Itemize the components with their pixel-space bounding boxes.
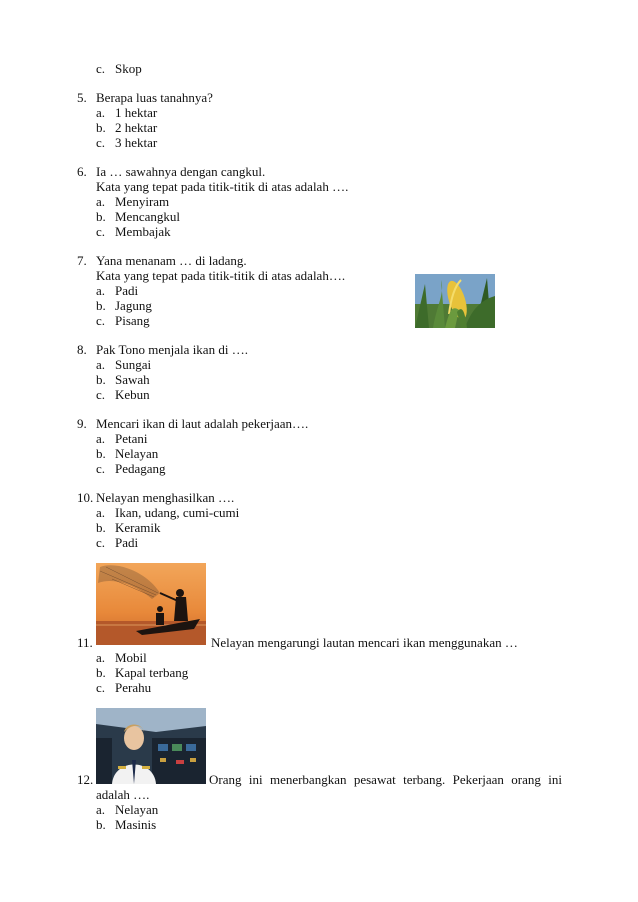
q4-option-c-text: Skop — [115, 61, 142, 76]
question-11-option-c: Perahu — [115, 680, 152, 695]
question-12-text-continued: adalah …. — [96, 787, 150, 802]
question-11-option-a: Mobil — [115, 650, 147, 665]
question-6-number: 6. — [77, 164, 87, 179]
question-8-number: 8. — [77, 342, 87, 357]
q4-option-c-letter: c. — [96, 61, 106, 76]
question-10-option-b-letter: b. — [96, 520, 106, 535]
q12-word: terbang. — [403, 772, 446, 787]
question-7-instruction: Kata yang tepat pada titik-titik di atas adalah…. — [96, 268, 346, 283]
question-9-number: 9. — [77, 416, 87, 431]
question-8-option-b: Sawah — [115, 372, 150, 387]
question-7-text: Yana menanam … di ladang. — [96, 253, 247, 268]
question-8-option-c-letter: c. — [96, 387, 106, 402]
question-5-option-b-letter: b. — [96, 120, 106, 135]
question-12-number: 12. — [77, 772, 94, 787]
question-5-option-a-letter: a. — [96, 105, 106, 120]
question-10-number: 10. — [77, 490, 94, 505]
question-9-option-c-letter: c. — [96, 461, 106, 476]
question-8-text: Pak Tono menjala ikan di …. — [96, 342, 248, 357]
question-6-instruction: Kata yang tepat pada titik-titik di atas adalah …. — [96, 179, 349, 194]
question-11-text: Nelayan mengarungi lautan mencari ikan menggunakan … — [211, 635, 518, 650]
question-5-option-a: 1 hektar — [115, 105, 158, 120]
question-6-option-a-letter: a. — [96, 194, 106, 209]
question-12-option-b: Masinis — [115, 817, 157, 832]
question-11-option-c-letter: c. — [96, 680, 106, 695]
question-6-option-b: Mencangkul — [115, 209, 180, 224]
question-10-option-c: Padi — [115, 535, 139, 550]
q12-word: ini — [548, 772, 562, 787]
question-12-option-a-letter: a. — [96, 802, 106, 817]
q12-word: Orang — [209, 772, 242, 787]
question-6-option-c-letter: c. — [96, 224, 106, 239]
question-11-option-a-letter: a. — [96, 650, 106, 665]
question-6-option-a: Menyiram — [115, 194, 170, 209]
question-5-text: Berapa luas tanahnya? — [96, 90, 213, 105]
question-10-option-a-letter: a. — [96, 505, 106, 520]
q12-word: pesawat — [353, 772, 396, 787]
question-6-option-b-letter: b. — [96, 209, 106, 224]
q12-word: orang — [511, 772, 541, 787]
question-8-option-a-letter: a. — [96, 357, 106, 372]
question-8-option-b-letter: b. — [96, 372, 106, 387]
question-11-number: 11. — [77, 635, 93, 650]
q12-word: menerbangkan — [269, 772, 347, 787]
question-6-option-c: Membajak — [115, 224, 171, 239]
question-8-option-c: Kebun — [115, 387, 150, 402]
question-12-option-a: Nelayan — [115, 802, 159, 817]
question-10-option-a: Ikan, udang, cumi-cumi — [115, 505, 240, 520]
question-9-option-b-letter: b. — [96, 446, 106, 461]
question-9-option-a-letter: a. — [96, 431, 106, 446]
question-5-number: 5. — [77, 90, 87, 105]
corn-image — [415, 274, 495, 328]
question-5-option-c-letter: c. — [96, 135, 106, 150]
q12-word: Pekerjaan — [452, 772, 504, 787]
question-9-text: Mencari ikan di laut adalah pekerjaan…. — [96, 416, 309, 431]
question-7-option-a: Padi — [115, 283, 139, 298]
question-9-option-a: Petani — [115, 431, 148, 446]
question-5-option-b: 2 hektar — [115, 120, 158, 135]
question-11-option-b-letter: b. — [96, 665, 106, 680]
question-7-option-b-letter: b. — [96, 298, 106, 313]
question-10-option-b: Keramik — [115, 520, 161, 535]
question-12-option-b-letter: b. — [96, 817, 106, 832]
question-8-option-a: Sungai — [115, 357, 152, 372]
question-9-option-c: Pedagang — [115, 461, 166, 476]
question-10-option-c-letter: c. — [96, 535, 106, 550]
question-9-option-b: Nelayan — [115, 446, 159, 461]
question-7-option-c: Pisang — [115, 313, 150, 328]
fisherman-boat-image — [96, 563, 206, 645]
question-7-option-c-letter: c. — [96, 313, 106, 328]
question-7-option-a-letter: a. — [96, 283, 106, 298]
question-12-text — [209, 772, 562, 787]
pilot-cockpit-image — [96, 708, 206, 784]
question-11-option-b: Kapal terbang — [115, 665, 189, 680]
question-6-text: Ia … sawahnya dengan cangkul. — [96, 164, 266, 179]
q12-word: ini — [248, 772, 263, 787]
question-5-option-c: 3 hektar — [115, 135, 158, 150]
question-7-number: 7. — [77, 253, 87, 268]
question-10-text: Nelayan menghasilkan …. — [96, 490, 235, 505]
question-7-option-b: Jagung — [115, 298, 152, 313]
